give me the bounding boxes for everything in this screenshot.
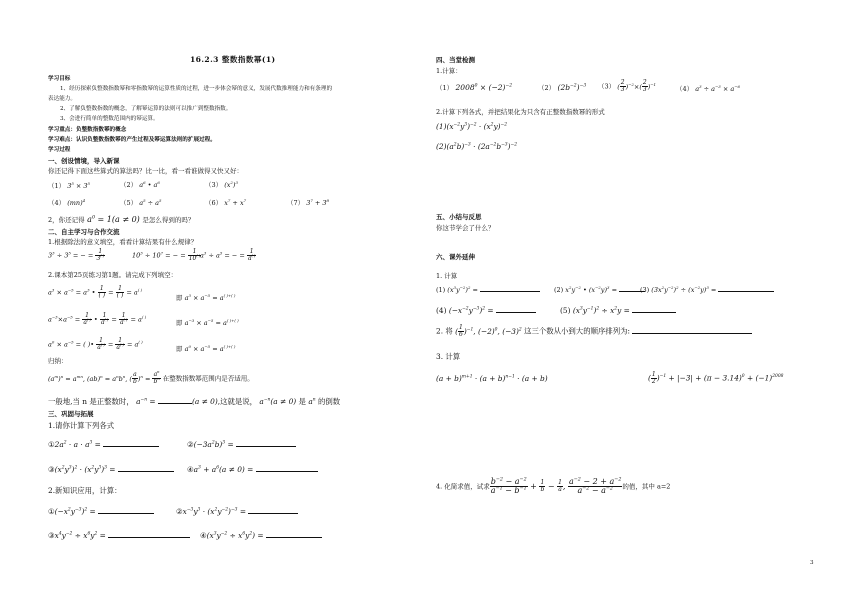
sec6-calc-4: (4) $(-x^{-2}y^{-3})^2$ = bbox=[436, 307, 536, 314]
sec6-calc-3: (3) $(3x^2y^{-2})^2 \div (x^{-2}y)^3$ = bbox=[640, 287, 774, 294]
division-example-2: $10^3 \div 10^7$ = − = $\frac{1}{10^{( )}}$ bbox=[132, 248, 201, 262]
sec1-item-2: （2） $a^6$ • $a^6$ bbox=[120, 179, 160, 189]
sec3-apply-1: $①(-x^2y^{-3})^2$ = bbox=[48, 508, 154, 515]
general-statement: 一般地,当 n 是正整数时， $a^{-n} = (a \ne 0)$,这就是说， $a^{-n}(a \ne 0)$ 是 $a^n$ 的倒数 bbox=[48, 397, 341, 406]
sec1-item-6: （6） $x^7 + x^7$ bbox=[205, 197, 247, 207]
sec6-q3-expr-1: $(a + b)^{m+1} \cdot (a + b)^{n-1} \cdot (a + b)$ bbox=[436, 374, 548, 383]
section-6-q3: 3. 计算 bbox=[436, 352, 461, 361]
exercise-result-2: 即 $a^{-3} \times a^{-5} = a^{( )+( )}$ bbox=[176, 317, 239, 327]
section-4-q1: 1.计算： bbox=[436, 67, 462, 75]
sec1-item-7: （7） $3^7 + 3^8$ bbox=[287, 197, 330, 207]
exercise-result-3: 即 $a^0 \times a^{-5} = a^{( )+( )}$ bbox=[176, 343, 236, 353]
sec3-apply-4: $④(x^3y^{-2} \div x^6y^2)$ = bbox=[200, 532, 322, 539]
section-3-header: 三、巩固与拓展 bbox=[48, 410, 94, 418]
power-rules: $(a^m)^n = a^{mn}$, $(ab)^n = a^nb^n$, ( $\frac{a}{b}$ )$^n$ = $\frac{a^n}{b^n}$ 在整数指数幂范围内是否适用。 bbox=[48, 370, 254, 385]
section-6-q1: 1. 计算 bbox=[436, 272, 458, 280]
section-5-question: 你这节学会了什么？ bbox=[436, 224, 495, 232]
sec3-problem-4: $④a^3 + a^6(a \ne 0)$ = bbox=[187, 466, 318, 473]
division-example-1: $3^3 \div 3^5$ = − = $\frac{1}{3^{( )}}$ bbox=[48, 248, 105, 262]
page-number: 3 bbox=[810, 560, 814, 566]
page-title: 16.2.3 整数指数幂(1) bbox=[190, 55, 276, 64]
sec6-q3-expr-2: ( $\frac{1}{2}$ )$^{-1} + |-3| + (\pi - 3.14)^0 + (-1)^{2008}$ bbox=[648, 371, 784, 385]
exercise-result-1: 即 $a^3 \times a^{-5} = a^{( )+( )}$ bbox=[176, 292, 236, 302]
sec6-q2: 2. 将 ( $\frac{1}{6}$ )$^{-1}$, $(-2)^0$, $(-3)^2$ 这三个数从小到大的顺序排列为: bbox=[436, 325, 752, 338]
section-1-header: 一、创设情境，导入新课 bbox=[48, 157, 120, 165]
section-4-header: 四、当堂检测 bbox=[436, 56, 475, 64]
goals-header: 学习目标 bbox=[48, 76, 71, 82]
exercise-line-1: $a^3 \times a^{-5} = a^3$ • $\frac{1}{( )}$ = $\frac{1}{( )}$ = a( ) bbox=[48, 285, 143, 299]
section-1-question: 你还记得下面这些算式的算法吗？比一比，看一看谁做得又快又好： bbox=[48, 167, 243, 175]
section-2-q1: 1.根据除法的意义填空，看看计算结果有什么规律？ bbox=[48, 238, 198, 246]
process-header: 学习过程 bbox=[48, 147, 71, 153]
sec4-item-3: （3） ( $\frac{2}{3}$ )$^{-2}$×( $\frac{2}{3}$ )$^{-1}$ bbox=[598, 79, 656, 93]
sec1-item-1: （1） $3^5 \times 3^5$ bbox=[48, 180, 91, 190]
goal-line-1: 1、经历探索负整数指数幂和零指数幂的运算性质的过程，进一步体会幂的意义，发展代数推理能力和有条理的 bbox=[60, 86, 333, 92]
sec1-item-4: （4） (mn)$^4$ bbox=[48, 197, 86, 207]
key-point: 学习重点：负整数指数幂的概念 bbox=[48, 127, 127, 133]
goal-line-3: 3、会进行简单的整数范围内的幂运算。 bbox=[60, 116, 159, 122]
sec4-q2-item-1: $(1)(x^{-2}y^3)^{-2} \cdot (x^2y)^{-2}$ bbox=[436, 122, 508, 131]
goal-line-2: 2、了解负整数指数的概念，了解幂运算的法则可以推广到整数指数。 bbox=[60, 106, 232, 112]
sec3-problem-2: $②(-3a^2b)^3$ = bbox=[187, 441, 296, 448]
section-5-header: 五、小结与反思 bbox=[436, 213, 482, 221]
sec4-item-4: （4） $a^3 \div a^{-3} \times a^{-6}$ bbox=[676, 83, 741, 93]
sec4-item-2: （2） $(2b^{-2})^{-3}$ bbox=[538, 83, 587, 92]
difficulty: 学习难点：认识负整数指数幂的产生过程及幂运算法则的扩展过程。 bbox=[48, 137, 216, 143]
sec4-q2-item-2: $(2)(a^2b)^{-3} \cdot (2a^{-2}b^{-3})^{-2}$ bbox=[436, 142, 518, 151]
sec1-question-2: 2，你还记得 $a^0 = 1(a \ne 0)$ 是怎么得到的吗？ bbox=[48, 215, 195, 224]
sec3-apply-3: $③x^4y^{-2} \div x^6y^2$ = bbox=[48, 532, 190, 539]
section-4-q2: 2.计算下列各式，并把结果化为只含有正整数指数幂的形式 bbox=[436, 108, 605, 116]
section-6-header: 六、课外延伸 bbox=[436, 253, 475, 261]
sec6-calc-5: (5) $(x^3y^{-1})^2 \div x^2y$ = bbox=[560, 307, 676, 314]
exercise-line-3: $a^0 \times a^{-5}$ = ( )• $\frac{1}{a^{( )}}$ = $\frac{1}{a^{( )}}$ = a( ) bbox=[48, 337, 143, 351]
sec6-calc-1: (1) $(x^3y^{-2})^2$ = bbox=[436, 287, 540, 294]
sec6-calc-2: (2) $x^2y^{-2}$ • $(x^{-2}y)^3$ = bbox=[554, 287, 645, 294]
sec6-q4: 4. 化简求值，试求 $\frac{b^{-2} - a^{-2}}{a^{-1} - b^{-1}}$ + $\frac{1}{b}$ − $\frac{1}{a}$ , $\frac{a^{-2} - 2 + a^{-2}}{a^{-2} - a^{-2}}$ 的值，其中 a=2 bbox=[436, 477, 671, 495]
induce-label: 归纳： bbox=[48, 357, 68, 365]
sec1-item-3: （3） $(x^2)^3$ bbox=[205, 179, 238, 189]
exercise-line-2: $a^{-3}\times a^{-5}$ = $\frac{1}{a^{( )}}$ • $\frac{1}{a^{( )}}$ = $\frac{1}{a^{( )}}$ = a( ) bbox=[48, 312, 147, 326]
goal-line-1b: 表达能力。 bbox=[48, 96, 76, 102]
sec3-problem-3: $③(x^2y^3)^2 \cdot (x^2y^3)^3$ = bbox=[48, 466, 174, 473]
section-3-q2: 2.新知识应用，计算： bbox=[48, 486, 122, 495]
section-2-header: 二、自主学习与合作交流 bbox=[48, 228, 120, 236]
division-example-3: $a^3 \div a^5$ = − = $\frac{1}{a^{( )}}$ bbox=[200, 248, 256, 262]
section-3-q1: 1.请你计算下列各式 bbox=[48, 421, 115, 430]
sec1-item-5: （5） $a^5 \div a^5$ bbox=[120, 197, 162, 207]
section-2-q2: 2.课本第25页练习第1题。请完成下列填空： bbox=[48, 271, 178, 279]
sec3-problem-1: $①2a^2 \cdot a \cdot a^3$ = bbox=[48, 441, 159, 448]
sec4-item-1: （1） $2008^0 \times (-2)^{-2}$ bbox=[436, 83, 513, 92]
sec3-apply-2: $②x^{-3}y^3 \cdot (x^2y^{-2})^{-3}$ = bbox=[176, 508, 298, 515]
